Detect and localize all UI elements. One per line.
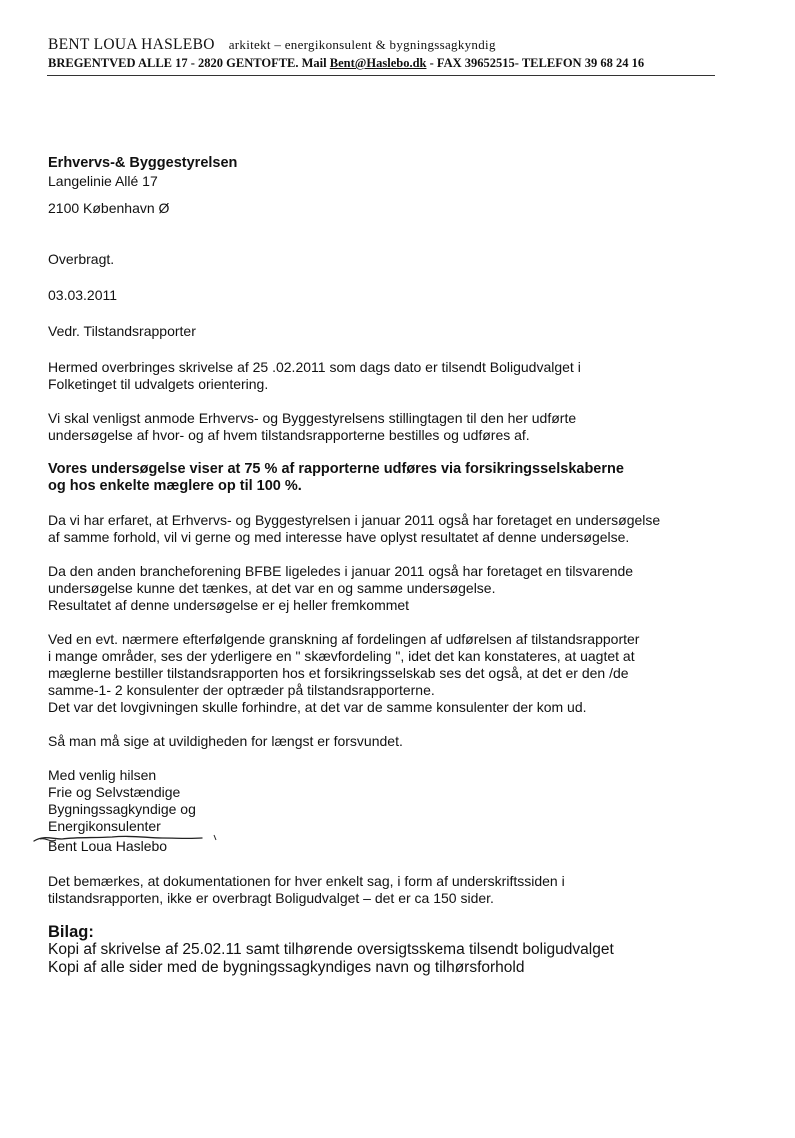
recipient-street: Langelinie Allé 17: [48, 173, 158, 189]
sender-contact: - FAX 39652515- TELEFON 39 68 24 16: [426, 56, 645, 70]
paragraph-line: Vores undersøgelse viser at 75 % af rapporterne udføres via forsikringsselskaberne: [48, 461, 624, 477]
paragraph-line: Hermed overbringes skrivelse af 25 .02.2011 som dags dato er tilsendt Boligudvalget i: [48, 359, 581, 375]
paragraph-line: Da vi har erfaret, at Erhvervs- og Byggestyrelsen i januar 2011 også har foretaget en undersøgelse: [48, 512, 661, 528]
letter-subject: Vedr. Tilstandsrapporter: [48, 323, 196, 339]
paragraph-line: Det var det lovgivningen skulle forhindre, at det var de samme konsulenter der kom ud.: [48, 699, 587, 715]
closing-org-line: Bygningssagkyndige og: [48, 801, 196, 817]
delivery-note: Overbragt.: [48, 251, 115, 267]
attachment-item: Kopi af alle sider med de bygningssagkyndiges navn og tilhørsforhold: [48, 959, 525, 976]
paragraph-line: af samme forhold, vil vi gerne og med interesse have oplyst resultatet af denne undersøgelse.: [48, 529, 630, 545]
letterhead-line-1: [48, 36, 728, 54]
paragraph-line: Resultatet af denne undersøgelse er ej heller fremkommet: [48, 597, 410, 613]
paragraph-line: undersøgelse kunne det tænkes, at det var en og samme undersøgelse.: [48, 580, 496, 596]
attachments-title: Bilag:: [48, 923, 94, 941]
closing-block: [48, 767, 738, 855]
paragraph-line: Vi skal venligst anmode Erhvervs- og Byggestyrelsens stillingtagen til den her udførte: [48, 410, 577, 426]
note-line: Det bemærkes, at dokumentationen for hver enkelt sag, i form af underskriftssiden i: [48, 873, 565, 889]
letterhead-line-2: [48, 56, 728, 71]
paragraph-line: undersøgelse af hvor- og af hvem tilstandsrapporterne bestilles og udføres af.: [48, 427, 530, 443]
sender-profession: arkitekt – energikonsulent & bygningssagkyndig: [228, 37, 496, 52]
paragraph-line: i mange områder, ses der yderligere en " skævfordeling ", idet det kan konstateres, at uagtet at: [48, 648, 635, 664]
recipient-name: Erhvervs-& Byggestyrelsen: [48, 155, 238, 171]
paragraph-6: [48, 631, 738, 716]
signer-name: Bent Loua Haslebo: [48, 838, 168, 854]
letter-body: [48, 155, 738, 977]
paragraph-line: samme-1- 2 konsulenter der optræder på tilstandsrapporterne.: [48, 682, 435, 698]
recipient-city: 2100 København Ø: [48, 200, 170, 216]
sender-address: BREGENTVED ALLE 17 - 2820 GENTOFTE. Mail: [48, 56, 330, 70]
paragraph-7: Så man må sige at uvildigheden for længst er forsvundet.: [48, 733, 403, 749]
paragraph-4: [48, 512, 738, 546]
paragraph-line: mæglerne bestiller tilstandsrapporten hos et forsikringsselskab ses det også, at det er den /de: [48, 665, 629, 681]
letter-date: 03.03.2011: [48, 287, 118, 303]
paragraph-line: Folketinget til udvalgets orientering.: [48, 376, 269, 392]
paragraph-3-highlight: [48, 461, 738, 495]
paragraph-1: [48, 359, 738, 393]
attachment-item: Kopi af skrivelse af 25.02.11 samt tilhørende oversigtsskema tilsendt boligudvalget: [48, 941, 614, 958]
note-line: tilstandsrapporten, ikke er overbragt Boligudvalget – det er ca 150 sider.: [48, 890, 494, 906]
documentation-note: [48, 873, 738, 907]
letterhead: [48, 36, 728, 71]
closing-org-line: Energikonsulenter: [48, 818, 161, 834]
signature-area: [48, 835, 738, 855]
attachments-section: [48, 924, 738, 977]
closing-greeting: Med venlig hilsen: [48, 767, 157, 783]
closing-org-line: Frie og Selvstændige: [48, 784, 181, 800]
sender-name: BENT LOUA HASLEBO: [48, 36, 215, 53]
paragraph-line: Da den anden brancheforening BFBE ligeledes i januar 2011 også har foretaget en tilsvarende: [48, 563, 634, 579]
paragraph-5: [48, 563, 738, 614]
paragraph-line: Ved en evt. nærmere efterfølgende granskning af fordelingen af udførelsen af tilstandsrapporter: [48, 631, 640, 647]
paragraph-2: [48, 410, 738, 444]
sender-email-link[interactable]: Bent@Haslebo.dk: [329, 56, 427, 70]
paragraph-line: og hos enkelte mæglere op til 100 %.: [48, 478, 302, 494]
letterhead-divider: [47, 75, 715, 76]
